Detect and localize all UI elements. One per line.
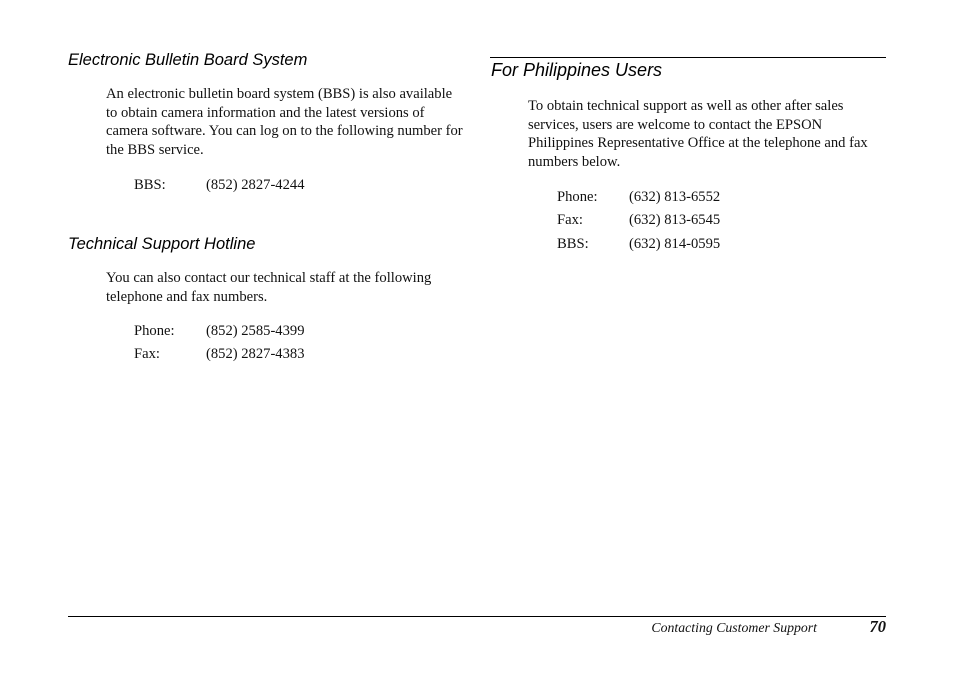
philippines-heading: For Philippines Users	[491, 60, 663, 80]
bbs-body: An electronic bulletin board system (BBS) is also available to obtain camera information and the latest versions of camera software. You can log on to the following number for the BBS service.	[106, 86, 463, 158]
contact-value: (852) 2585-4399	[206, 323, 305, 339]
philippines-contact-list	[557, 186, 720, 256]
hotline-heading: Technical Support Hotline	[68, 235, 256, 253]
section-rule	[490, 57, 886, 58]
contact-label: BBS:	[134, 177, 166, 193]
contact-value: (852) 2827-4383	[206, 346, 305, 363]
contact-row-fax	[557, 209, 720, 232]
contact-value: (632) 813-6545	[629, 212, 721, 229]
contact-row-bbs	[557, 233, 720, 256]
footer-section-title: Contacting Customer Support	[651, 620, 817, 635]
contact-row-phone	[557, 186, 720, 209]
page-number: 70	[869, 617, 886, 636]
contact-row-bbs	[134, 174, 305, 197]
hotline-contact-list	[134, 320, 305, 367]
footer-rule	[68, 616, 886, 617]
contact-value: (632) 814-0595	[629, 235, 721, 252]
hotline-body: You can also contact our technical staff at the following telephone and fax numbers.	[106, 270, 432, 305]
contact-label: Fax:	[557, 212, 583, 229]
contact-label: BBS:	[557, 235, 589, 252]
contact-label: Fax:	[134, 346, 160, 363]
philippines-body: To obtain technical support as well as other after sales services, users are welcome to contact the EPSON Philippines Representative Office at the telephone and fax numbers below.	[528, 98, 868, 170]
contact-label: Phone:	[557, 189, 598, 205]
contact-row-fax	[134, 343, 305, 366]
bbs-contact-list	[134, 174, 305, 197]
contact-value: (632) 813-6552	[629, 189, 721, 205]
contact-label: Phone:	[134, 323, 175, 339]
bbs-heading: Electronic Bulletin Board System	[68, 51, 308, 69]
contact-row-phone	[134, 320, 305, 343]
contact-value: (852) 2827-4244	[206, 177, 305, 193]
